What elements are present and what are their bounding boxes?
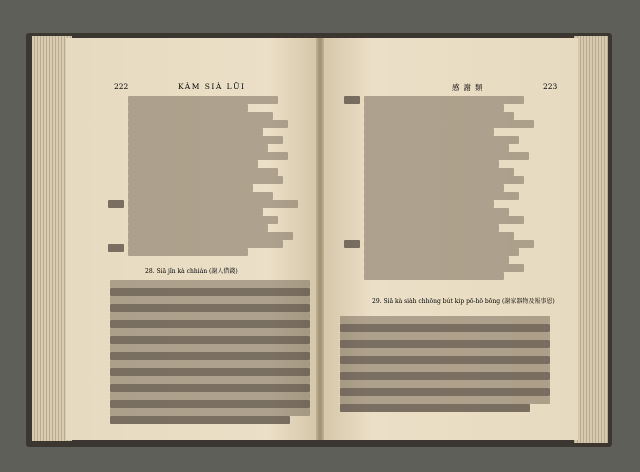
page-edges-right bbox=[574, 36, 608, 443]
right-section-caption: 29. Siā kà siàh chhōng bút kip pō-hō bōng (謝家器物及報事恩) bbox=[372, 298, 555, 305]
left-page-number: 222 bbox=[114, 82, 129, 91]
left-section-caption: 28. Siā jîn kà chhián (謝人借錢) bbox=[145, 268, 238, 275]
right-page-title: 感謝類 bbox=[452, 83, 487, 92]
left-page-title: KÀM SIÀ LŪI bbox=[178, 82, 246, 91]
book-gutter bbox=[316, 38, 324, 440]
right-page-number: 223 bbox=[543, 82, 558, 91]
